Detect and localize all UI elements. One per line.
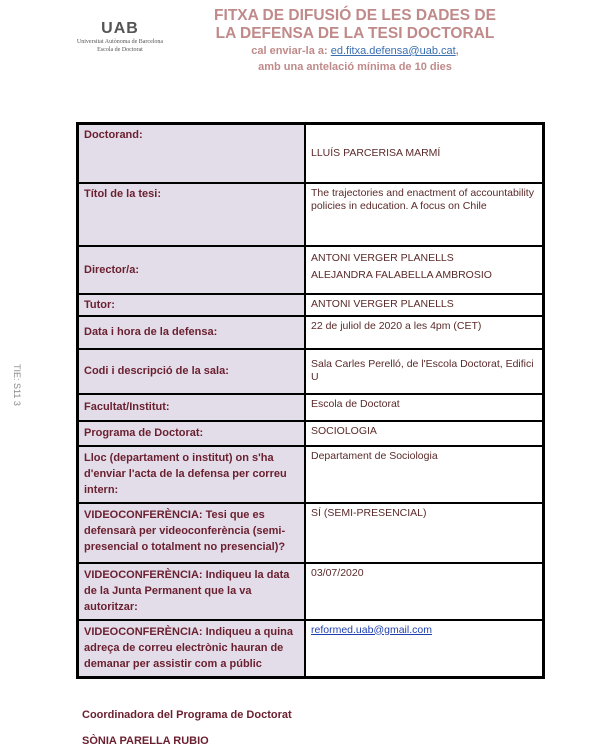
row-doctorand <box>78 124 544 183</box>
send-prefix: cal enviar-la a: <box>251 45 331 57</box>
label-videoconference: VIDEOCONFERÈNCIA: Tesi que es defensarà per videoconferència (semi-presencial o totalment no presencial)? <box>78 503 306 563</box>
value-room <box>305 349 544 394</box>
label-videoconference-date: VIDEOCONFERÈNCIA: Indiqueu la data de la Junta Permanent que la va autoritzar: <box>78 563 306 620</box>
value-line: Departament de Sociologia <box>311 449 438 462</box>
logo-university: Universitat Autònoma de Barcelona <box>76 39 164 45</box>
public-email-link[interactable]: reformed.uab@gmail.com <box>311 623 432 636</box>
row-minutes-location <box>78 446 544 503</box>
value-videoconference <box>305 503 544 563</box>
row-faculty <box>78 394 544 421</box>
label-defense-datetime: Data i hora de la defensa: <box>78 316 306 349</box>
logo-school: Escola de Doctorat <box>97 47 143 53</box>
row-videoconference-date <box>78 563 544 620</box>
value-line: 03/07/2020 <box>311 566 364 579</box>
row-defense-datetime <box>78 316 544 349</box>
value-director <box>305 246 544 294</box>
value-defense-datetime <box>305 316 544 349</box>
label-faculty: Facultat/Institut: <box>78 394 306 421</box>
value-line: The trajectories and enactment of accountability policies in education. A focus on Chile <box>311 186 534 212</box>
value-line: SÍ (SEMI-PRESENCIAL) <box>311 506 427 519</box>
label-public-email: VIDEOCONFERÈNCIA: Indiqueu a quina adreça de correu electrònic hauran de demanar per assistir com a públic <box>78 620 306 678</box>
value-line: SOCIOLOGIA <box>311 424 377 437</box>
value-thesis-title <box>305 183 544 246</box>
value-line: ANTONI VERGER PLANELLS <box>311 251 454 264</box>
title-line-1: FITXA DE DIFUSIÓ DE LES DADES DE <box>214 7 496 24</box>
row-thesis-title <box>78 183 544 246</box>
value-line: ALEJANDRA FALABELLA AMBROSIO <box>311 268 492 281</box>
send-suffix: , <box>455 45 459 57</box>
label-room: Codi i descripció de la sala: <box>78 349 306 394</box>
send-instruction <box>190 43 520 59</box>
row-room <box>78 349 544 394</box>
label-doctorand: Doctorand: <box>78 124 306 183</box>
row-director <box>78 246 544 294</box>
value-doctorand <box>305 124 544 183</box>
row-tutor <box>78 294 544 316</box>
row-public-email <box>78 620 544 678</box>
label-thesis-title: Títol de la tesi: <box>78 183 306 246</box>
value-minutes-location <box>305 446 544 503</box>
row-doctoral-program <box>78 421 544 446</box>
value-doctoral-program <box>305 421 544 446</box>
row-videoconference <box>78 503 544 563</box>
submission-email-link[interactable]: ed.fitxa.defensa@uab.cat <box>330 45 456 57</box>
value-line: Sala Carles Perelló, de l'Escola Doctorat, Edifici U <box>311 358 534 383</box>
value-public-email <box>305 620 544 678</box>
value-line: LLUÍS PARCERISA MARMÍ <box>311 146 441 159</box>
label-tutor: Tutor: <box>78 294 306 316</box>
label-doctoral-program: Programa de Doctorat: <box>78 421 306 446</box>
side-stamp: TIE: S11 3 <box>12 364 22 406</box>
value-faculty <box>305 394 544 421</box>
deadline-notice: amb una antelació mínima de 10 dies <box>258 61 452 73</box>
coordinator-name: SÒNIA PARELLA RUBIO <box>82 735 209 747</box>
label-director: Director/a: <box>78 246 306 294</box>
thesis-defense-form <box>76 122 545 679</box>
value-videoconference-date <box>305 563 544 620</box>
value-tutor <box>305 294 544 316</box>
coordinator-role: Coordinadora del Programa de Doctorat <box>82 709 292 721</box>
uab-logo <box>70 20 170 54</box>
value-line: Escola de Doctorat <box>311 397 400 410</box>
value-line: 22 de juliol de 2020 a les 4pm (CET) <box>311 319 482 332</box>
logo-mark: UAB <box>101 20 139 37</box>
form-header <box>190 7 520 75</box>
label-minutes-location: Lloc (departament o institut) on s'ha d'enviar l'acta de la defensa per correu intern: <box>78 446 306 503</box>
value-line: ANTONI VERGER PLANELLS <box>311 297 454 310</box>
title-line-2: LA DEFENSA DE LA TESI DOCTORAL <box>215 25 495 42</box>
